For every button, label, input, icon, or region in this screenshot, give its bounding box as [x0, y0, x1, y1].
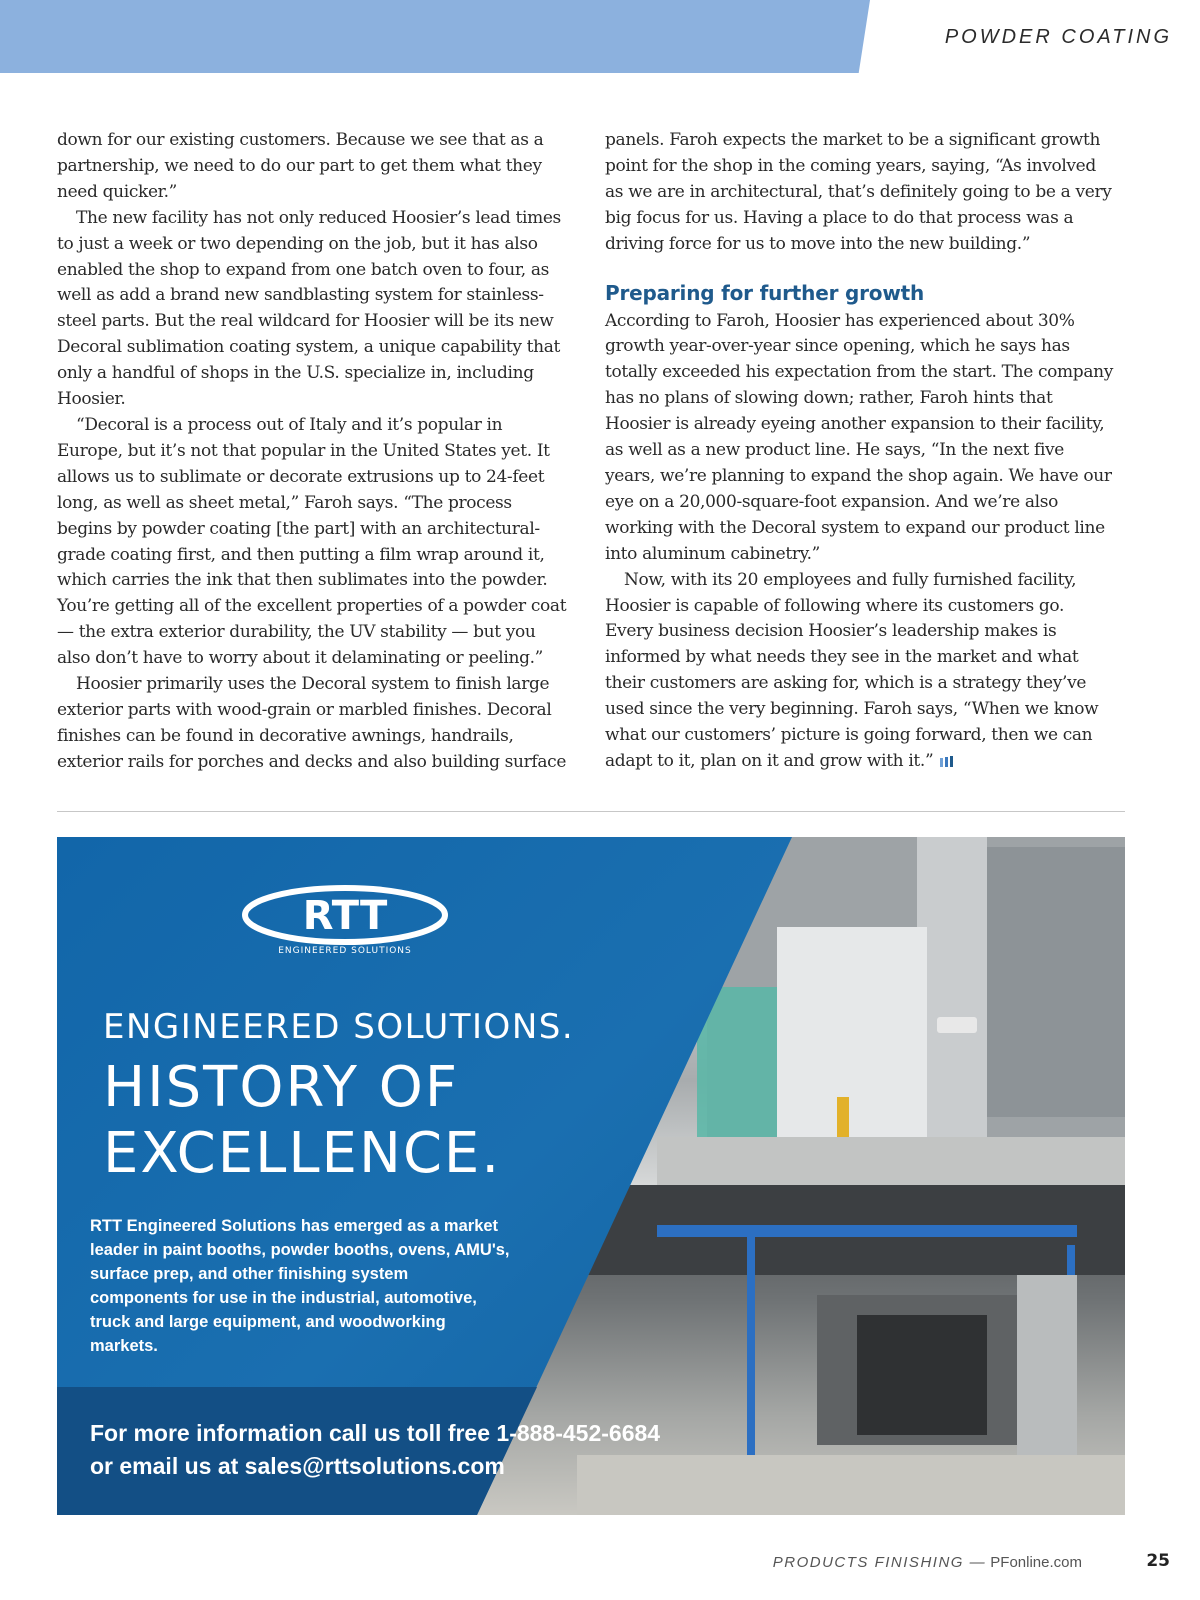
rtt-advertisement[interactable]: [57, 837, 1125, 1515]
ad-email-line[interactable]: or email us at sales@rttsolutions.com: [90, 1453, 505, 1479]
article-column-right: [605, 128, 1115, 775]
ad-kicker: ENGINEERED SOLUTIONS.: [103, 1007, 575, 1047]
ad-phone-line[interactable]: For more information call us toll free 1-888-452-6684: [90, 1420, 661, 1446]
paragraph: down for our existing customers. Because we see that as a partnership, we need to do our part to get them what they need quicker.”: [57, 130, 544, 202]
end-mark-icon: [939, 756, 955, 767]
publication-name: PRODUCTS FINISHING —: [772, 1554, 987, 1571]
rtt-logo: [242, 885, 452, 957]
paragraph: Hoosier primarily uses the Decoral system to finish large exterior parts with wood-grain or marbled finishes. Decoral finishes can be found in decorative awnings, handrails, exterior rails for porches and decks and also building surface: [57, 674, 567, 772]
header-band: [0, 0, 870, 73]
paragraph: The new facility has not only reduced Hoosier’s lead times to just a week or two depending on the job, but it has also enabled the shop to expand from one batch oven to four, as well as add a brand new sandblasting system for stainless-steel parts. But the real wildcard for Hoosier will be its new Decoral sublimation coating system, a unique capability that only a handful of shops in the U.S. specialize in, including Hoosier.: [57, 207, 561, 410]
paragraph-text: Now, with its 20 employees and fully furnished facility, Hoosier is capable of following where its customers go. Every business decision Hoosier’s leadership makes is informed by what needs they see in the market and what their customers are asking for, which is a strategy they’ve used since the very beginning. Faroh says, “When we know what our customers’ picture is going forward, then we can adapt to it, plan on it and grow with it.”: [605, 569, 1099, 771]
paragraph: “Decoral is a process out of Italy and it’s popular in Europe, but it’s not that popular in the United States yet. It allows us to sublimate or decorate extrusions up to 24-feet long, as well as sheet metal,” Faroh says. “The process begins by powder coating [the part] with an architectural-grade coating first, and then putting a film wrap around it, which carries the ink that then sublimates into the powder. You’re getting all of the excellent properties of a powder coat — the extra exterior durability, the UV stability — but you also don’t have to worry about it delaminating or peeling.”: [57, 414, 567, 669]
ad-headline-line: EXCELLENCE.: [103, 1121, 502, 1186]
rtt-logo-subtext: ENGINEERED SOLUTIONS: [278, 946, 412, 956]
paragraph: panels. Faroh expects the market to be a significant growth point for the shop in the coming years, saying, “As involved as we are in architectural, that’s definitely going to be a very big focus for us. Having a place to do that process was a driving force for us to move into the new building.”: [605, 130, 1112, 254]
rtt-logo-text: RTT: [302, 893, 388, 939]
page-number: 25: [1146, 1551, 1170, 1571]
paragraph-final: [605, 568, 1115, 775]
ad-headline-line: HISTORY OF: [103, 1055, 460, 1120]
ad-body-text: RTT Engineered Solutions has emerged as a market leader in paint booths, powder booths, ovens, AMU's, surface prep, and other finishing system components for use in the industrial, automotive, truck and large equipment, and woodworking markets.: [90, 1217, 510, 1355]
section-label: POWDER COATING: [944, 26, 1172, 48]
ad-headline: [103, 1055, 603, 1187]
divider: [57, 811, 1125, 812]
publication-site[interactable]: PFonline.com: [990, 1554, 1082, 1571]
paragraph: According to Faroh, Hoosier has experienced about 30% growth year-over-year since opening, which he says has totally exceeded his expectation from the start. The company has no plans of slowing down; rather, Faroh hints that Hoosier is already eyeing another expansion to their facility, as well as a new product line. He says, “In the next five years, we’re planning to expand the shop again. We have our eye on a 20,000-square-foot expansion. And we’re also working with the Decoral system to expand our product line into aluminum cabinetry.”: [605, 310, 1113, 564]
page-footer: [773, 1554, 1082, 1571]
ad-contact: [90, 1417, 730, 1483]
subheading: Preparing for further growth: [605, 280, 924, 305]
article-column-left: [57, 128, 567, 776]
